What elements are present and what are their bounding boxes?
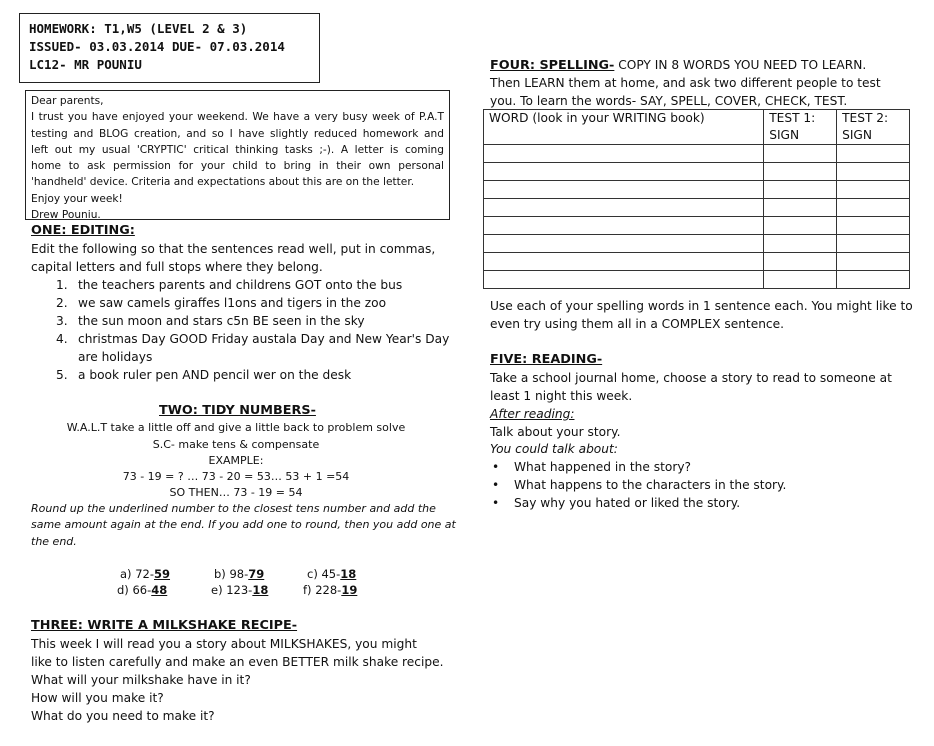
editing-item-text-continued: are holidays <box>78 350 153 364</box>
problem-label: d) <box>117 583 129 597</box>
spelling-test1-cell[interactable] <box>764 181 837 199</box>
section-four-heading-line <box>490 56 866 75</box>
spelling-line-3: you. To learn the words- SAY, SPELL, COVER, CHECK, TEST. <box>490 94 848 108</box>
spelling-table-row <box>484 217 910 235</box>
problem-number: 66- <box>132 583 152 597</box>
rounding-instructions-2: same amount again at the end. If you add one to round, then you add one at <box>31 518 456 531</box>
spelling-word-cell[interactable] <box>484 163 764 181</box>
spelling-test2-cell[interactable] <box>837 271 910 289</box>
editing-item-text: christmas Day GOOD Friday austala Day and New Year's Day <box>78 332 450 346</box>
spelling-table-row <box>484 199 910 217</box>
section-one-intro-2: capital letters and full stops where they belong. <box>31 260 323 274</box>
problem-underlined-number: 59 <box>154 567 171 581</box>
spelling-test1-cell[interactable] <box>764 145 837 163</box>
spelling-header-test2: TEST 2: SIGN <box>837 110 910 145</box>
problem-number: 98- <box>229 567 249 581</box>
problem-f <box>303 582 357 598</box>
problem-a <box>120 566 170 582</box>
editing-item-text: a book ruler pen AND pencil wer on the desk <box>78 368 352 382</box>
milkshake-line-2: like to listen carefully and make an even BETTER milk shake recipe. <box>31 655 444 669</box>
spelling-table-header-row <box>484 110 910 145</box>
spelling-table-row <box>484 181 910 199</box>
spelling-test2-cell[interactable] <box>837 163 910 181</box>
editing-item <box>31 276 471 294</box>
so-then-line: SO THEN… 73 - 19 = 54 <box>169 486 303 499</box>
problem-number: 123- <box>226 583 253 597</box>
problem-b <box>214 566 264 582</box>
editing-item <box>31 366 471 384</box>
spelling-line-2: Then LEARN them at home, and ask two different people to test <box>490 76 881 90</box>
spelling-test2-cell[interactable] <box>837 199 910 217</box>
milkshake-line-4: How will you make it? <box>31 691 164 705</box>
editing-item <box>31 330 471 366</box>
spelling-word-cell[interactable] <box>484 235 764 253</box>
editing-item-text: the sun moon and stars c5n BE seen in the sky <box>78 314 365 328</box>
section-two-heading: TWO: TIDY NUMBERS- <box>159 403 316 418</box>
spelling-test2-cell[interactable] <box>837 145 910 163</box>
editing-list <box>31 276 471 384</box>
letter-line-5: 'handheld' device. Criteria and expectations about this are on the letter. <box>31 176 415 189</box>
editing-item-text: the teachers parents and childrens GOT onto the bus <box>78 278 403 292</box>
rounding-instructions-3: the end. <box>31 535 77 548</box>
spelling-word-cell[interactable] <box>484 253 764 271</box>
section-four-heading: FOUR: SPELLING- <box>490 58 615 73</box>
spelling-after-line-1: Use each of your spelling words in 1 sentence each. You might like to <box>490 299 913 313</box>
spelling-table-row <box>484 145 910 163</box>
reading-bullet: • What happened in the story? <box>490 458 786 476</box>
problem-number: 228- <box>315 583 342 597</box>
spelling-after-line-2: even try using them all in a COMPLEX sentence. <box>490 317 784 331</box>
problem-underlined-number: 79 <box>248 567 265 581</box>
letter-line-3: left out my usual 'CRYPTIC' critical thinking tasks ;-). A letter is coming <box>31 143 444 156</box>
problem-number: 72- <box>135 567 154 581</box>
problem-number: 45- <box>321 567 341 581</box>
spelling-test2-cell[interactable] <box>837 235 910 253</box>
section-one-intro-1: Edit the following so that the sentences read well, put in commas, <box>31 242 436 256</box>
after-reading-label: After reading: <box>490 407 575 421</box>
example-line: 73 - 19 = ? … 73 - 20 = 53… 53 + 1 =54 <box>122 470 350 483</box>
problem-label: a) <box>120 567 132 581</box>
example-label: EXAMPLE: <box>208 454 264 467</box>
problem-underlined-number: 18 <box>340 567 357 581</box>
spelling-test2-cell[interactable] <box>837 253 910 271</box>
editing-item-number: 1. <box>56 278 68 292</box>
reading-bullet-list <box>490 458 786 512</box>
spelling-test2-cell[interactable] <box>837 181 910 199</box>
spelling-test1-cell[interactable] <box>764 217 837 235</box>
spelling-word-cell[interactable] <box>484 145 764 163</box>
spelling-test1-cell[interactable] <box>764 271 837 289</box>
milkshake-line-1: This week I will read you a story about MILKSHAKES, you might <box>31 637 417 651</box>
reading-line-1: Take a school journal home, choose a story to read to someone at <box>490 371 892 385</box>
letter-line-1: I trust you have enjoyed your weekend. We have a very busy week of P.A.T <box>31 111 444 124</box>
editing-item-number: 5. <box>56 368 68 382</box>
header-line-1: HOMEWORK: T1,W5 (LEVEL 2 & 3) <box>29 21 248 36</box>
spelling-word-cell[interactable] <box>484 217 764 235</box>
section-four-heading-rest: COPY IN 8 WORDS YOU NEED TO LEARN. <box>614 58 867 72</box>
success-criteria-line: S.C- make tens & compensate <box>152 438 320 451</box>
spelling-word-cell[interactable] <box>484 181 764 199</box>
letter-line-2: testing and BLOG creation, and so I have slightly reduced homework and <box>31 127 444 140</box>
milkshake-line-5: What do you need to make it? <box>31 709 215 723</box>
editing-item-number: 3. <box>56 314 68 328</box>
header-line-3: LC12- MR POUNIU <box>29 57 142 72</box>
reading-line-2: least 1 night this week. <box>490 389 633 403</box>
editing-item <box>31 294 471 312</box>
could-talk-line: You could talk about: <box>490 442 618 456</box>
spelling-test2-cell[interactable] <box>837 217 910 235</box>
spelling-header-test1: TEST 1: SIGN <box>764 110 837 145</box>
problem-underlined-number: 48 <box>151 583 168 597</box>
editing-item-number: 4. <box>56 332 68 346</box>
milkshake-line-3: What will your milkshake have in it? <box>31 673 251 687</box>
reading-bullet: • What happens to the characters in the story. <box>490 476 786 494</box>
problem-e <box>211 582 268 598</box>
rounding-instructions-1: Round up the underlined number to the closest tens number and add the <box>31 502 436 515</box>
header-line-2: ISSUED- 03.03.2014 DUE- 07.03.2014 <box>29 39 285 54</box>
talk-line: Talk about your story. <box>490 425 621 439</box>
problem-c <box>307 566 356 582</box>
spelling-table-row <box>484 235 910 253</box>
spelling-table-row <box>484 163 910 181</box>
reading-bullet: • Say why you hated or liked the story. <box>490 494 786 512</box>
problem-label: e) <box>211 583 223 597</box>
spelling-test1-cell[interactable] <box>764 163 837 181</box>
spelling-header-word: WORD (look in your WRITING book) <box>484 110 764 145</box>
problem-label: f) <box>303 583 312 597</box>
spelling-table <box>483 109 910 289</box>
letter-greeting: Dear parents, <box>31 95 104 107</box>
spelling-test1-cell[interactable] <box>764 199 837 217</box>
problem-d <box>117 582 167 598</box>
problem-underlined-number: 19 <box>341 583 358 597</box>
letter-signature: Drew Pouniu. <box>31 209 101 222</box>
section-three-heading: THREE: WRITE A MILKSHAKE RECIPE- <box>31 618 298 633</box>
spelling-table-row <box>484 253 910 271</box>
problem-underlined-number: 18 <box>252 583 269 597</box>
spelling-word-cell[interactable] <box>484 199 764 217</box>
problem-label: c) <box>307 567 318 581</box>
letter-closing: Enjoy your week! <box>31 192 123 205</box>
walt-line: W.A.L.T take a little off and give a little back to problem solve <box>66 421 406 434</box>
editing-item-text: we saw camels giraffes l1ons and tigers in the zoo <box>78 296 387 310</box>
problem-label: b) <box>214 567 226 581</box>
homework-header-box <box>19 13 320 83</box>
editing-item <box>31 312 471 330</box>
editing-item-number: 2. <box>56 296 68 310</box>
parent-letter-box <box>25 90 450 220</box>
spelling-test1-cell[interactable] <box>764 253 837 271</box>
letter-line-4: home to ask permission for your child to bring in their own personal <box>31 160 444 173</box>
spelling-test1-cell[interactable] <box>764 235 837 253</box>
spelling-table-row <box>484 271 910 289</box>
section-one-heading: ONE: EDITING: <box>31 223 135 238</box>
spelling-word-cell[interactable] <box>484 271 764 289</box>
section-five-heading: FIVE: READING- <box>490 352 603 367</box>
